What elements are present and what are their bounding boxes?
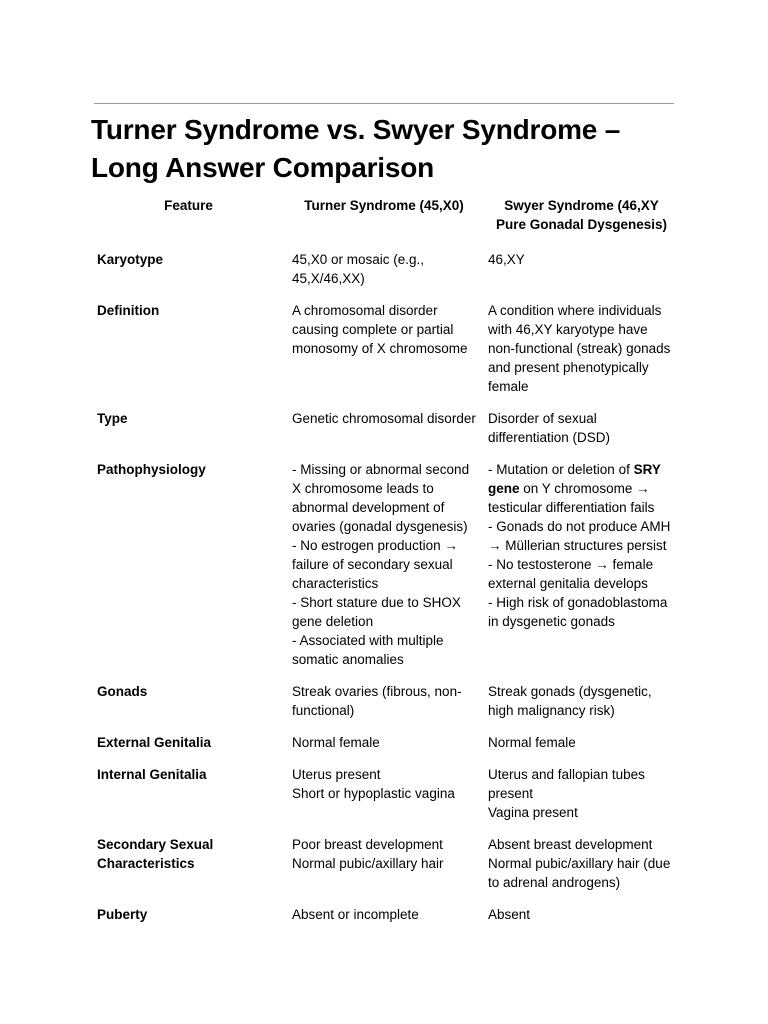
turner-line: - No estrogen production → failure of secondary sexual characteristics: [292, 538, 458, 591]
table-row-pathophysiology: [91, 454, 681, 676]
swyer-line: Normal pubic/axillary hair (due to adrenal androgens): [488, 856, 671, 890]
swyer-line: Disorder of sexual differentiation (DSD): [488, 411, 611, 445]
header-feature: Feature: [164, 198, 213, 213]
swyer-cell: [482, 403, 681, 454]
comparison-table: [91, 190, 681, 931]
turner-line: Genetic chromosomal disorder: [292, 411, 476, 426]
turner-cell: [286, 676, 482, 727]
swyer-line: Absent: [488, 907, 531, 922]
header-swyer: Swyer Syndrome (46,XY Pure Gonadal Dysgenesis): [495, 198, 668, 232]
table-row-definition: [91, 295, 681, 403]
swyer-line: 46,XY: [488, 252, 525, 267]
table-header-row: [91, 190, 681, 244]
turner-line: 45,X0 or mosaic (e.g., 45,X/46,XX): [292, 252, 425, 286]
swyer-line: Vagina present: [488, 805, 578, 820]
header-turner: Turner Syndrome (45,X0): [304, 198, 464, 213]
turner-line: Uterus present: [292, 767, 381, 782]
turner-line: - Short stature due to SHOX gene deletion: [292, 595, 461, 629]
swyer-cell: [482, 454, 681, 676]
swyer-text: - Mutation or deletion of: [488, 462, 634, 477]
page-title: Turner Syndrome vs. Swyer Syndrome – Long Answer Comparison: [91, 114, 621, 183]
turner-cell: [286, 829, 482, 899]
swyer-cell: [482, 676, 681, 727]
feature-cell: Karyotype: [97, 252, 164, 267]
turner-cell: [286, 244, 482, 295]
swyer-cell: [482, 244, 681, 295]
feature-cell: Gonads: [97, 684, 148, 699]
turner-cell: [286, 403, 482, 454]
swyer-cell: [482, 727, 681, 759]
turner-cell: [286, 899, 482, 931]
feature-cell: Definition: [97, 303, 160, 318]
swyer-line: Streak gonads (dysgenetic, high malignancy risk): [488, 684, 652, 718]
feature-cell: Pathophysiology: [97, 462, 206, 477]
turner-line: Normal pubic/axillary hair: [292, 856, 444, 871]
turner-cell: [286, 454, 482, 676]
swyer-line: - No testosterone → female external genitalia develops: [488, 557, 654, 591]
swyer-cell: [482, 295, 681, 403]
turner-line: Normal female: [292, 735, 380, 750]
turner-cell: [286, 759, 482, 829]
turner-cell: [286, 295, 482, 403]
swyer-cell: [482, 899, 681, 931]
swyer-line: Uterus and fallopian tubes present: [488, 767, 645, 801]
feature-cell: External Genitalia: [97, 735, 212, 750]
top-divider: [94, 103, 674, 104]
turner-cell: [286, 727, 482, 759]
table-row-internal-genitalia: [91, 759, 681, 829]
table-row-external-genitalia: [91, 727, 681, 759]
swyer-line: - Gonads do not produce AMH → Müllerian structures persist: [488, 519, 671, 553]
swyer-line: - High risk of gonadoblastoma in dysgenetic gonads: [488, 595, 668, 629]
swyer-line: Absent breast development: [488, 837, 653, 852]
swyer-text: on Y chromosome → testicular differentiation fails: [488, 481, 655, 515]
table-row-gonads: [91, 676, 681, 727]
table-row-secondary-sexual-characteristics: [91, 829, 681, 899]
turner-line: A chromosomal disorder causing complete or partial monosomy of X chromosome: [292, 303, 468, 356]
swyer-line: A condition where individuals with 46,XY karyotype have non-functional (streak) gonads and present phenotypically female: [488, 303, 671, 394]
table-row-puberty: [91, 899, 681, 931]
turner-line: Poor breast development: [292, 837, 443, 852]
turner-line: Streak ovaries (fibrous, non-functional): [292, 684, 462, 718]
sry-gene-emphasis: SRY gene: [488, 462, 661, 496]
turner-line: Short or hypoplastic vagina: [292, 786, 455, 801]
swyer-cell: [482, 829, 681, 899]
table-row-karyotype: [91, 244, 681, 295]
feature-cell: Puberty: [97, 907, 148, 922]
turner-line: Absent or incomplete: [292, 907, 419, 922]
turner-line: - Associated with multiple somatic anomalies: [292, 633, 444, 667]
turner-line: - Missing or abnormal second X chromosome leads to abnormal development of ovaries (gonadal dysgenesis): [292, 462, 470, 534]
swyer-cell: [482, 759, 681, 829]
feature-cell: Internal Genitalia: [97, 767, 207, 782]
swyer-line: Normal female: [488, 735, 576, 750]
feature-cell: Type: [97, 411, 128, 426]
feature-cell: Secondary Sexual Characteristics: [97, 837, 214, 871]
table-row-type: [91, 403, 681, 454]
swyer-line: [488, 460, 675, 517]
